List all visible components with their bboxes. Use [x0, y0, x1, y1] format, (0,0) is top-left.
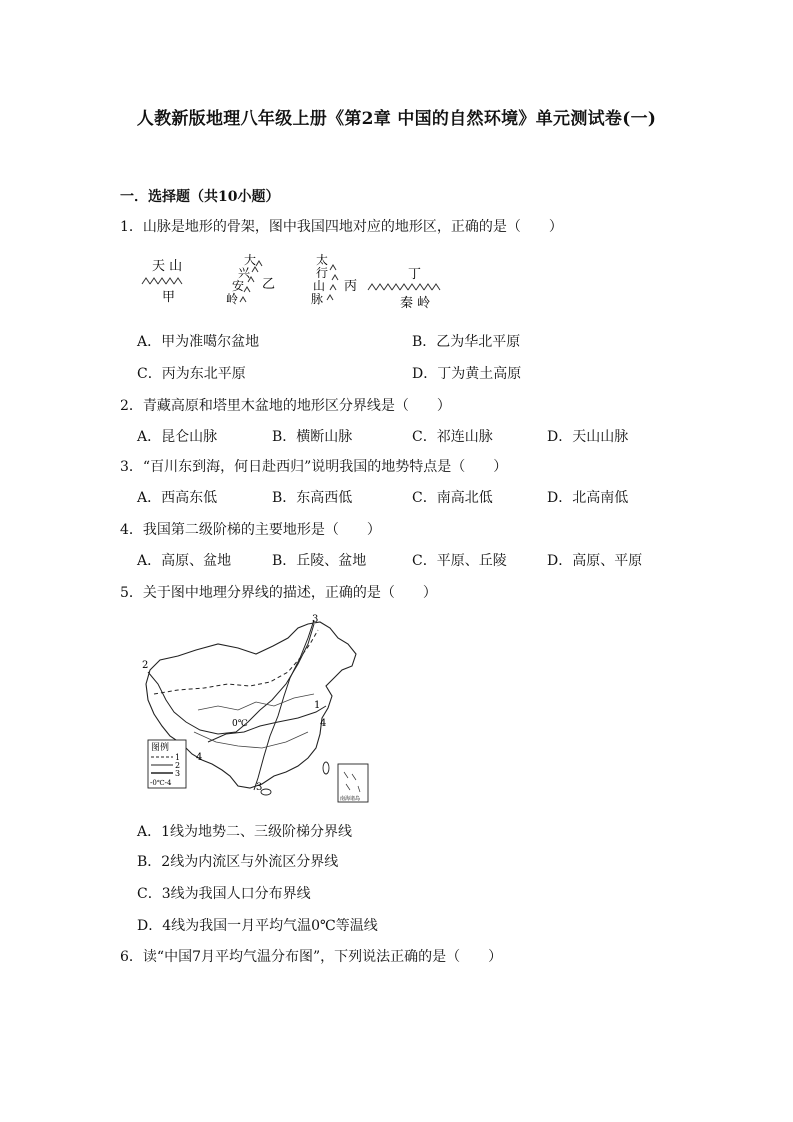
q3-option-c[interactable]: C．南高北低: [412, 490, 493, 506]
line-label-2: 2: [142, 660, 149, 671]
label-bing-2: 行: [316, 266, 329, 280]
line-label-1: 1: [314, 700, 321, 711]
legend-title: 图例: [151, 743, 170, 753]
q1-option-a[interactable]: A．甲为准噶尔盆地: [137, 334, 260, 350]
q3-option-d[interactable]: D．北高南低: [547, 490, 629, 506]
boundary-line-4: [208, 706, 326, 742]
q1-option-c[interactable]: C．丙为东北平原: [137, 366, 246, 382]
q2-option-d[interactable]: D．天山山脉: [547, 429, 629, 445]
question-6-stem: 6．读“中国7月平均气温分布图”，下列说法正确的是（ ）: [120, 949, 503, 965]
q3-option-b[interactable]: B．东高西低: [272, 490, 353, 506]
q4-option-b[interactable]: B．丘陵、盆地: [272, 553, 367, 569]
legend-4: -0℃-4: [150, 779, 172, 787]
question-3-stem: 3．“百川东到海，何日赴西归”说明我国的地势特点是（ ）: [120, 459, 508, 475]
q4-option-a[interactable]: A．高原、盆地: [137, 553, 232, 569]
question-5-stem: 5．关于图中地理分界线的描述，正确的是（ ）: [120, 585, 437, 601]
label-yi-1: 大: [244, 253, 257, 267]
label-bing-1: 太: [316, 253, 329, 267]
line-label-4-right: 4: [320, 718, 327, 729]
legend-1: 1: [175, 753, 181, 762]
mountain-icon-bing: [327, 265, 338, 300]
legend-2: 2: [175, 761, 181, 770]
line-label-3-top: 3: [312, 614, 319, 625]
q4-option-d[interactable]: D．高原、平原: [547, 553, 643, 569]
q2-option-b[interactable]: B．横断山脉: [272, 429, 353, 445]
q1-option-b[interactable]: B．乙为华北平原: [412, 334, 521, 350]
q5-option-a[interactable]: A．1线为地势二、三级阶梯分界线: [137, 824, 353, 840]
label-bing-4: 脉: [311, 292, 324, 306]
temp-0c-label: 0℃: [232, 719, 248, 729]
q2-option-a[interactable]: A．昆仑山脉: [137, 429, 218, 445]
q5-option-d[interactable]: D．4线为我国一月平均气温0℃等温线: [137, 918, 378, 934]
boundary-line-1: [154, 630, 318, 694]
section-heading: 一．选择题（共10小题）: [120, 189, 280, 205]
label-tianshan: 天 山: [152, 259, 183, 274]
q5-option-b[interactable]: B．2线为内流区与外流区分界线: [137, 854, 339, 870]
question-4-stem: 4．我国第二级阶梯的主要地形是（ ）: [120, 522, 381, 538]
q2-option-c[interactable]: C．祁连山脉: [412, 429, 493, 445]
q3-option-a[interactable]: A．西高东低: [137, 490, 218, 506]
inset-label: 南海诸岛: [340, 796, 361, 802]
mountain-icon-jia: [142, 278, 182, 284]
label-yi-4: 岭: [226, 292, 239, 306]
legend-3: 3: [175, 769, 181, 778]
mountain-icon-ding: [368, 284, 440, 290]
boundary-line-3: [254, 620, 314, 790]
line-label-4-left: 4: [196, 752, 203, 763]
q1-option-d[interactable]: D．丁为黄土高原: [412, 366, 522, 382]
label-ding: 丁: [408, 267, 422, 282]
q4-option-c[interactable]: C．平原、丘陵: [412, 553, 507, 569]
paper-title: 人教新版地理八年级上册《第2章 中国的自然环境》单元测试卷(一): [136, 109, 657, 129]
label-yi-3: 安: [232, 279, 245, 293]
line-label-3-bottom: 3: [256, 782, 263, 793]
question-2-stem: 2．青藏高原和塔里木盆地的地形区分界线是（ ）: [120, 398, 451, 414]
question-1-stem: 1．山脉是地形的骨架，图中我国四地对应的地形区，正确的是（ ）: [120, 219, 563, 235]
label-jia: 甲: [162, 290, 176, 305]
q5-option-c[interactable]: C．3线为我国人口分布界线: [137, 886, 311, 902]
mountain-figure: [138, 252, 448, 312]
label-yi-2: 兴: [238, 266, 251, 280]
label-qinling: 秦 岭: [400, 296, 431, 311]
label-bing-3: 山: [313, 279, 326, 293]
boundary-line-2: [148, 624, 314, 734]
china-boundary-map: [138, 614, 378, 806]
label-bing: 丙: [344, 279, 358, 294]
label-yi: 乙: [262, 277, 276, 292]
